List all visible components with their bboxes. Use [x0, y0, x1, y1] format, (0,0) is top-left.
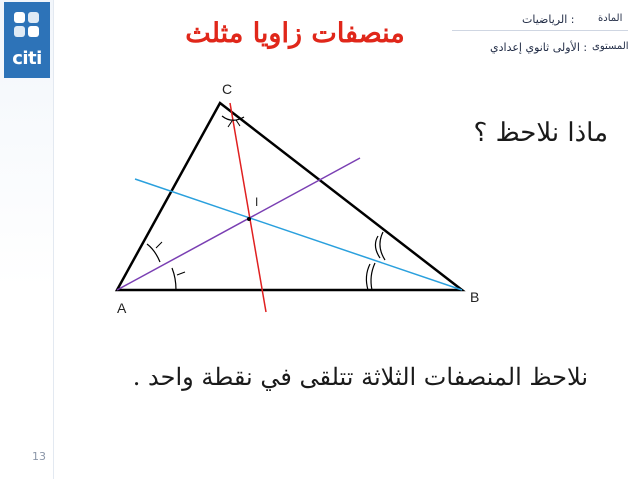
subject-value: : الرياضيات: [522, 13, 575, 26]
question-text: ماذا نلاحظ ؟: [473, 118, 608, 148]
vertex-label-b: B: [470, 289, 480, 305]
logo-text: citi: [12, 48, 42, 69]
bisector-b-line: [135, 179, 462, 290]
conclusion-text: نلاحظ المنصفات الثلاثة تتلقى في نقطة واحد .: [132, 363, 588, 391]
vertex-label-a: A: [117, 300, 127, 316]
angle-mark-b-upper: [375, 236, 380, 258]
angle-mark-b-lower: [366, 264, 370, 290]
level-value: : الأولى ثانوي إعدادي: [490, 41, 588, 54]
point-label-i: I: [255, 195, 259, 209]
vertex-label-c: C: [222, 81, 233, 97]
angle-mark-a-upper: [147, 244, 160, 262]
page-title: منصفات زاويا مثلث: [185, 18, 405, 49]
incenter-point: [247, 217, 251, 221]
subject-label: المادة: [598, 13, 623, 24]
level-label: المستوى: [592, 41, 629, 52]
angle-mark-a-lower: [172, 268, 176, 290]
page-number: 13: [32, 450, 46, 463]
